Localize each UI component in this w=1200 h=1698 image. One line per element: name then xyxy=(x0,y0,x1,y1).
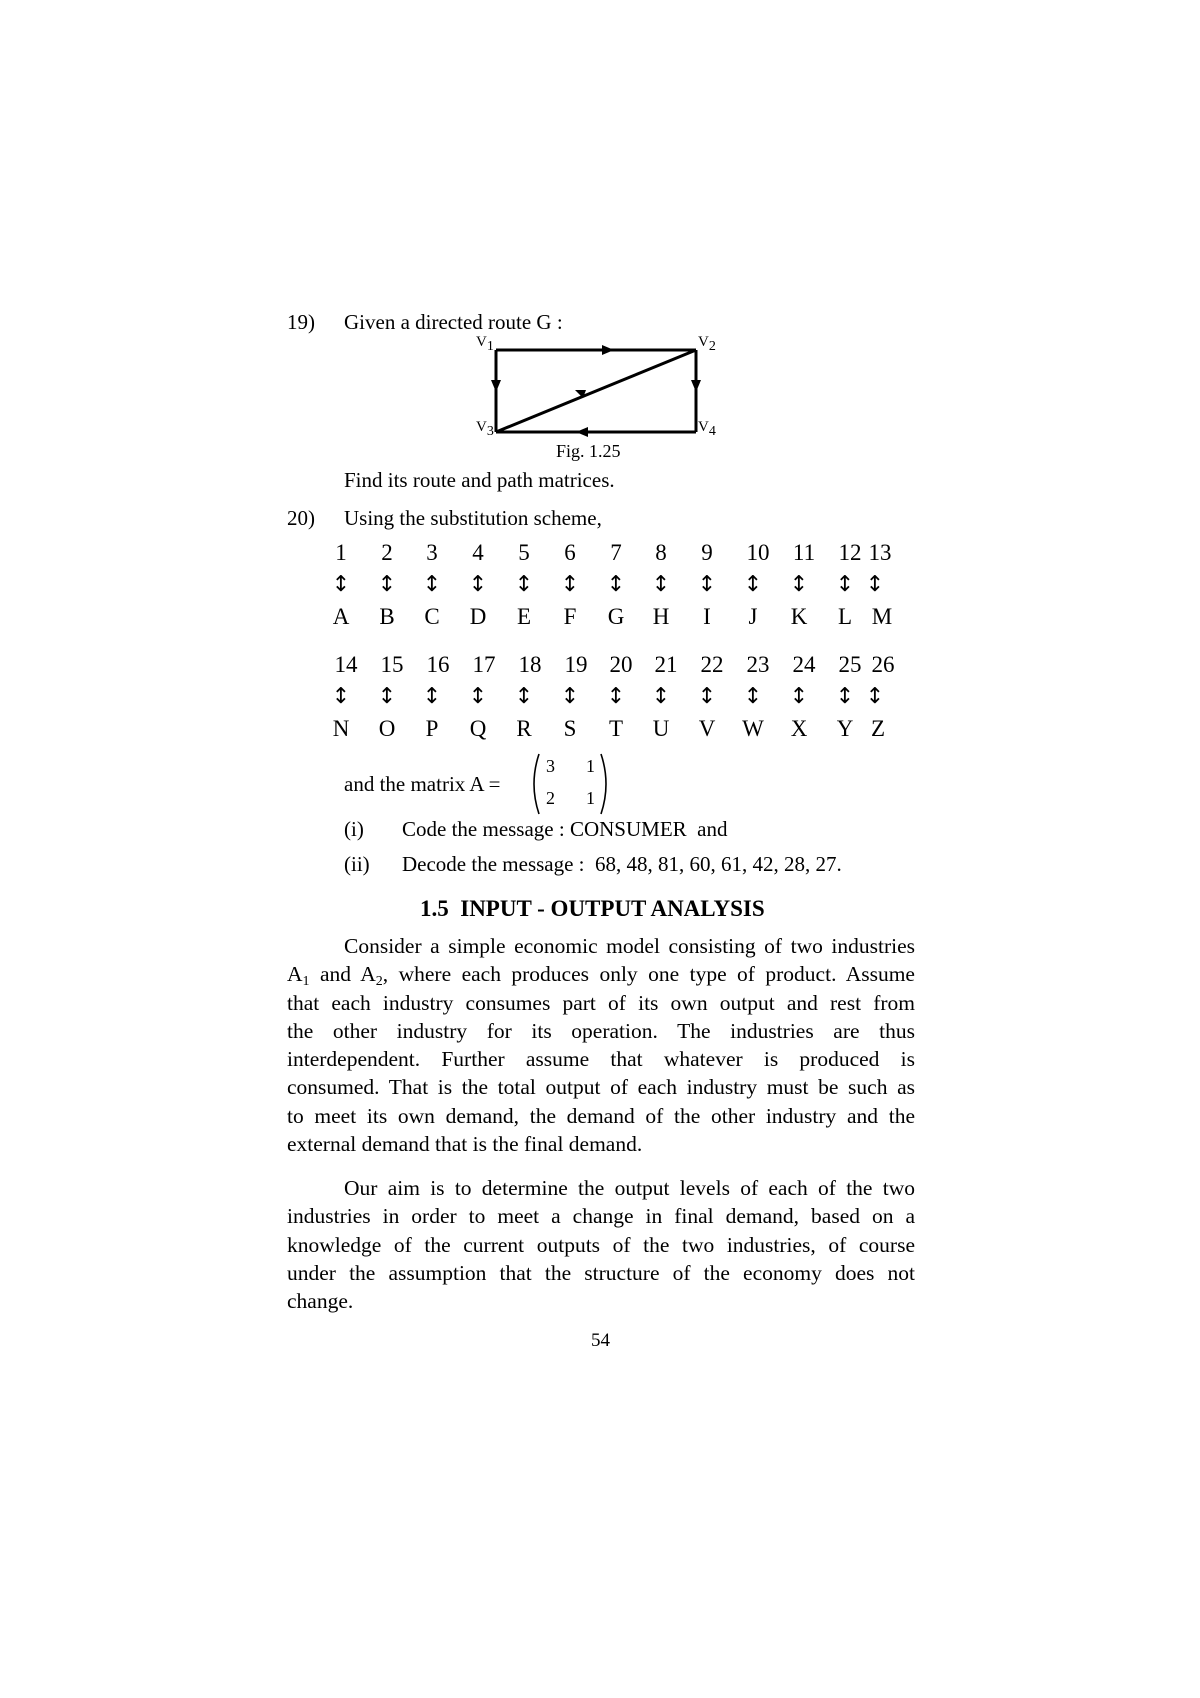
section-heading: 1.5 INPUT - OUTPUT ANALYSIS xyxy=(420,896,765,921)
updown-arrow-icon: ↕ xyxy=(865,572,885,597)
paragraph-2 xyxy=(287,1174,915,1315)
paragraph-2-line-2: industries in order to meet a change in final demand, based on a xyxy=(287,1204,915,1229)
updown-arrow-icon: ↕ xyxy=(422,684,442,709)
question-20-number: 20) xyxy=(287,506,315,530)
updown-arrow-icon: ↕ xyxy=(651,572,671,597)
paragraph-1-line-1: Consider a simple economic model consisting of two industries xyxy=(344,934,915,958)
arrow-v4-v3-icon xyxy=(576,427,588,437)
paragraph-2-line-1: Our aim is to determine the output levels of each of the two xyxy=(344,1176,915,1200)
paragraph-2-line-5: change. xyxy=(287,1289,354,1314)
paragraph-2-line-4: under the assumption that the structure of the economy does not xyxy=(287,1260,915,1285)
matrix-cell-2-2: 1 xyxy=(586,788,595,808)
vertex-label-v4: $V_4$ xyxy=(698,419,716,439)
updown-arrow-icon: ↕ xyxy=(377,684,397,709)
updown-arrow-icon: ↕ xyxy=(331,572,351,597)
updown-arrow-icon: ↕ xyxy=(606,572,626,597)
page-number: 54 xyxy=(591,1330,610,1351)
part-ii-label: (ii) xyxy=(344,852,370,876)
part-i-text: Code the message : CONSUMER and xyxy=(402,817,728,841)
updown-arrow-icon: ↕ xyxy=(835,572,855,597)
updown-arrow-icon: ↕ xyxy=(560,572,580,597)
paragraph-1-line-5: interdependent. Further assume that whatever is produced is xyxy=(287,1047,915,1072)
paragraph-1-line-8: external demand that is the final demand. xyxy=(287,1132,643,1157)
updown-arrow-icon: ↕ xyxy=(743,572,763,597)
edge-v2-v3 xyxy=(496,350,696,432)
paragraph-1-line-7: to meet its own demand, the demand of the other industry and the xyxy=(287,1103,915,1128)
directed-graph-svg xyxy=(460,338,730,458)
updown-arrow-icon: ↕ xyxy=(651,684,671,709)
directed-route-figure xyxy=(460,334,730,458)
vertex-label-v3: $V_3$ xyxy=(476,419,494,439)
question-19-number: 19) xyxy=(287,310,315,334)
figure-caption: Fig. 1.25 xyxy=(556,441,621,461)
updown-arrow-icon: ↕ xyxy=(422,572,442,597)
updown-arrow-icon: ↕ xyxy=(514,572,534,597)
updown-arrow-icon: ↕ xyxy=(789,572,809,597)
updown-arrow-icon: ↕ xyxy=(697,572,717,597)
paragraph-1-line-2: $A_1$ and $A_2$, where each produces only one type of product. Assume xyxy=(287,962,915,990)
updown-arrow-icon: ↕ xyxy=(560,684,580,709)
arrow-v2-v4-icon xyxy=(691,380,701,392)
question-20-intro: Using the substitution scheme, xyxy=(344,506,602,530)
vertex-label-v2: $V_2$ xyxy=(698,334,716,354)
matrix-label: and the matrix A = xyxy=(344,772,501,796)
part-i-label: (i) xyxy=(344,817,364,841)
updown-arrow-icon: ↕ xyxy=(743,684,763,709)
vertex-label-v1: $V_1$ xyxy=(476,334,494,354)
updown-arrow-icon: ↕ xyxy=(468,684,488,709)
updown-arrow-icon: ↕ xyxy=(514,684,534,709)
updown-arrow-icon: ↕ xyxy=(789,684,809,709)
arrow-v1-v2-icon xyxy=(602,345,614,355)
paragraph-1-line-6: consumed. That is the total output of each industry must be such as xyxy=(287,1075,915,1100)
paragraph-1-line-3: that each industry consumes part of its own output and rest from xyxy=(287,990,915,1015)
question-19-task: Find its route and path matrices. xyxy=(344,468,615,492)
matrix-cell-2-1: 2 xyxy=(546,788,555,808)
updown-arrow-icon: ↕ xyxy=(377,572,397,597)
matrix-brackets xyxy=(527,752,613,816)
updown-arrow-icon: ↕ xyxy=(606,684,626,709)
paragraph-1-line-4: the other industry for its operation. The industries are thus xyxy=(287,1018,915,1043)
part-ii-text: Decode the message : 68, 48, 81, 60, 61, 42, 28, 27. xyxy=(402,852,842,876)
updown-arrow-icon: ↕ xyxy=(468,572,488,597)
updown-arrow-icon: ↕ xyxy=(697,684,717,709)
paragraph-1 xyxy=(287,932,915,1158)
question-19-intro: Given a directed route G : xyxy=(344,310,563,334)
matrix-cell-1-2: 1 xyxy=(586,756,595,776)
arrow-v1-v3-icon xyxy=(491,380,501,392)
updown-arrow-icon: ↕ xyxy=(835,684,855,709)
matrix-cell-1-1: 3 xyxy=(546,756,555,776)
paragraph-2-line-3: knowledge of the current outputs of the two industries, of course xyxy=(287,1232,915,1257)
matrix-a xyxy=(527,752,613,816)
updown-arrow-icon: ↕ xyxy=(865,684,885,709)
updown-arrow-icon: ↕ xyxy=(331,684,351,709)
